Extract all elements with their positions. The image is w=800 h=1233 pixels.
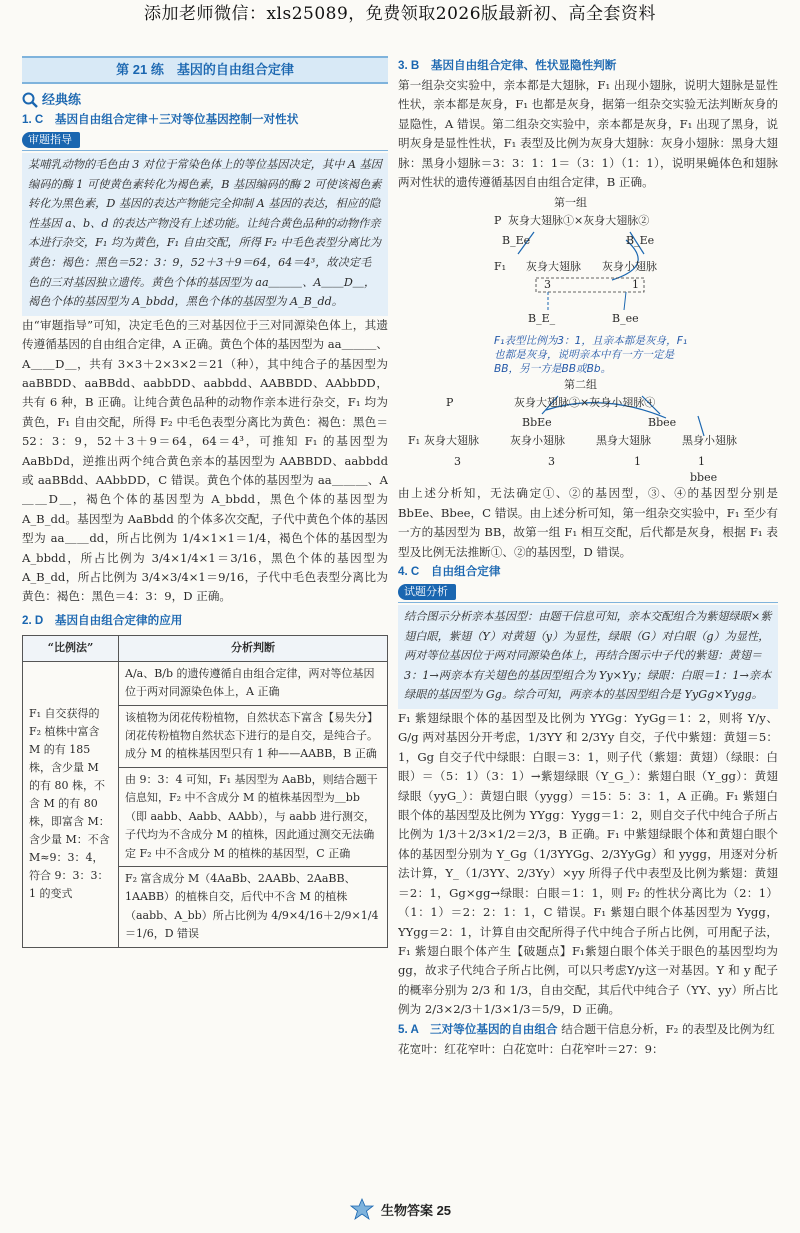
q2-title: 2. D 基因自由组合定律的应用 [22, 613, 183, 627]
diagram2-f1-a: 灰身大翅脉 [424, 434, 479, 448]
q1-body: 由“审题指导”可知，决定毛色的三对基因位于三对同源染色体上，其遗传遵循基因的自由组合定律，A 正确。黄色个体的基因型为 aa＿＿＿、A＿＿D＿，共有 3×3＋2×3×2＝21（种），其中纯合子的基因型为 aaBBDD、aaBBdd、aabbDD、aabbdd、AABBDD、AAbbDD，共有 6 种，B 正确。让纯合黄色品种的动物作亲本进行杂交，F₁ 均为黄色，F₁ 自由交配，所得 F₂ 中毛色表型分离比为黄色：褐色：黑色＝52：3：9，52＋3＋9＝64，64＝4³，可推知 F₁ 的基因型为 AaBbDd，逆推出两个纯合黄色亲本的基因型为 AABBDD、aabbdd 或 aaBBdd、AAbbDD，C 错误。黄色个体的基因型为 aa＿＿＿、A＿＿D＿，褐色个体的基因型为 A_bbdd，黑色个体的基因型为 A_B_dd。基因型为 AaBbdd 的个体多次交配，子代中黄色个体的基因型为 aa＿＿dd，所占比例为 1/4×1×1＝1/4，褐色个体的基因型为 A_bbdd，所占比例为 3/4×1/4×1＝3/16，黑色个体的基因型为 A_B_dd，所占比例为 3/4×3/4×1＝9/16，子代中毛色表型分离比为黄色：褐色：黑色＝4：3：9，D 正确。 [22, 317, 388, 604]
diagram2-p-label: P [446, 396, 454, 410]
q4-hint: 结合图示分析亲本基因型：由题干信息可知，亲本交配组合为紫翅绿眼×紫翅白眼，紫翅（Y）对黄翅（y）为显性，绿眼（G）对白眼（g）为显性，两对等位基因位于两对同源染色体上，再结合图示中子代的紫翅：黄翅＝3：1→两亲本有关翅色的基因型组合为 Yy×Yy；绿眼：白眼＝1：1→亲本绿眼的基因型为 Gg。综合可知，两亲本的基因型组合是 YyGg×Yygg。 [398, 605, 778, 709]
footer-label: 生物答案 25 [380, 1202, 452, 1218]
diagram1-f1-label: F₁ [494, 260, 507, 274]
q2-table-row-3: 由 9：3：4 可知，F₁ 基因型为 AaBb，则结合题干信息知，F₂ 中不含成分 M 的植株基因型为＿bb（即 aabb、Aabb、AAbb），与 aabb 进行测交，子代均为不含成分 M 的植株，因此通过测交无法确定 F₂ 中不含成分 M 的植株的基因型，C 正确 [119, 767, 388, 866]
q2-table-row-2: 该植物为闭花传粉植物，自然状态下富含【易失分】闭花传粉植物自然状态下进行的是自交，是纯合子。成分 M 的植株基因型只有 1 种——AABB，B 正确 [119, 705, 388, 767]
diagram2-f1-c: 黑身大翅脉 [596, 434, 651, 448]
diagram2-genotype-1: BbEe [522, 416, 552, 430]
diagram1-genotype-1: B_Ee [502, 234, 531, 248]
publisher-logo-icon [349, 1198, 375, 1220]
diagram1-genotype-3: B_E_ [528, 312, 556, 326]
page-footer [0, 1198, 800, 1220]
q1-tag-row [22, 130, 388, 151]
q2-table-row-1: A/a、B/b 的遗传遵循自由组合定律，两对等位基因位于两对同源染色体上，A 正确 [119, 661, 388, 705]
q4-body: F₁ 紫翅绿眼个体的基因型及比例为 YYGg：YyGg＝1：2，则将 Y/y、G/g 两对基因分开考虑，1/3YY 和 2/3Yy 自交，子代中紫翅：黄翅＝5：1，Gg 自交子代中绿眼：白眼＝3：1，则子代（紫翅：黄翅）（绿眼：白眼）＝（5：1）（3：1）→紫翅绿眼（Y_G_）：紫翅白眼（Y_gg）：黄翅绿眼（yyG_）：黄翅白眼（yygg）＝15：5：3：1，A 正确。F₁ 紫翅白眼个体的基因型及比例为 YYgg：Yygg＝1：2，则自交子代中纯合子所占比例为 1/3＋2/3×1/2＝2/3，B 正确。F₁ 中紫翅绿眼个体和黄翅白眼个体的基因型分别为 Y_Gg（1/3YYGg、2/3YyGg）和 yygg，用逐对分析法计算，Y_（1/3YY、2/3Yy）×yy 所得子代中表型及比例为紫翅：黄翅＝2：1，Gg×gg→绿眼：白眼＝1：1，则 F₂ 的性状分离比为（2：1）（1：1）＝2：2：1：1，C 错误。F₁ 紫翅白眼个体基因型为 Yygg，YYgg＝2：1，计算自由交配所得子代中纯合子所占比例，可用配子法，F₁ 紫翅白眼个体产生【破题点】F₁紫翅白眼个体关于眼色的基因型均为gg，故求子代纯合子所占比例，可以只考虑Y/y这一对基因。Y 和 y 配子的概率分别为 2/3 和 1/3，自由交配，其后代中纯合子（YY、yy）所占比例为 2/3×2/3＋1/3×1/3＝5/9，D 正确。 [398, 711, 778, 1017]
diagram2-f1-b: 灰身小翅脉 [510, 434, 565, 448]
q3-body: 由上述分析知，无法确定①、②的基因型，③、④的基因型分别是 BbEe、Bbee，C 错误。由上述分析可知，第一组杂交实验中，F₁ 至少有一方的基因型为 BB，故第一组 F₁ 相互交配，后代都是灰身，根据 F₁ 表型及比例无法推断①、②的基因型，D 错误。 [398, 486, 778, 559]
diagram2-ratio-2: 3 [548, 455, 555, 469]
diagram2-f1-d: 黑身小翅脉 [682, 434, 737, 448]
diagram1-f1-phenotype-a: 灰身大翅脉 [526, 260, 581, 274]
q3-cross-diagram [398, 196, 778, 450]
diagram2-title: 第二组 [564, 378, 597, 392]
diagram1-ratio-2: 1 [632, 278, 639, 292]
q2-table-left-cell: F₁ 自交获得的 F₂ 植株中富含 M 的有 185 株，含少量 M 的有 80 株，不含 M 的有 80 株，即富含 M：含少量 M：不含M≈9：3：4，符合 9：3：3：1 的变式 [23, 661, 119, 947]
diagram1-ratio-1: 3 [544, 278, 551, 292]
section-classic-label: 经典练 [42, 92, 82, 107]
q3-title: 3. B 基因自由组合定律、性状显隐性判断 [398, 59, 617, 72]
diagram2-genotype-2: Bbee [648, 416, 677, 430]
diagram2-ratio-3: 1 [634, 455, 641, 469]
diagram1-title: 第一组 [554, 196, 587, 210]
diagram1-genotype-4: B_ee [612, 312, 639, 326]
header-watermark: 添加老师微信：xls25089，免费领取2026版最新初、高全套资料 [143, 4, 657, 24]
right-column [398, 56, 778, 1173]
q2-table-col2: 分析判断 [119, 635, 388, 661]
q1-title: 1. C 基因自由组合定律＋三对等位基因控制一对性状 [22, 113, 299, 126]
left-column [22, 56, 388, 1173]
q5-body: 结合题干信息分析，F₂ 的表型及比例为红花宽叶：红花窄叶：白花宽叶：白花窄叶＝27：9： [398, 1021, 775, 1056]
diagram1-cross: 灰身大翅脉①×灰身大翅脉② [508, 214, 650, 228]
q1-hint: 某哺乳动物的毛色由 3 对位于常染色体上的等位基因决定，其中 A 基因编码的酶 1 可使黄色素转化为褐色素，B 基因编码的酶 2 可使该褐色素转化为黑色素，D 基因的表达产物能完全抑制 A 基因的表达，相应的隐性基因 a、b、d 的表达产物没有上述功能。让纯合黄色品种的动物作亲本进行杂交，F₁ 均为黄色，F₁ 自由交配，所得 F₂ 中毛色表型分离比为黄色：褐色：黑色＝52：3：9，52＋3＋9＝64，64＝4³，故决定毛色的三对基因独立遗传。黄色个体的基因型为 aa＿＿＿、A＿＿D＿，褐色个体的基因型为 A_bbdd，黑色个体的基因型为 A_B_dd。 [22, 153, 388, 316]
diagram1-genotype-2: B_Ee [626, 234, 655, 248]
q3-intro: 第一组杂交实验中，亲本都是大翅脉，F₁ 出现小翅脉，说明大翅脉是显性性状，亲本都是灰身，F₁ 也都是灰身，据第一组杂交实验无法判断灰身的显隐性，A 错误。第二组杂交实验中，亲本都是灰身，F₁ 出现了黑身，说明灰身是显性性状，F₁ 表型及比例为灰身大翅脉：灰身小翅脉：黑身大翅脉：黑身小翅脉＝3：3：1：1＝（3：1）（1：1），说明果蝇体色和翅脉两对性状的遗传遵循基因自由组合定律，B 正确。 [398, 78, 778, 190]
q2-table [22, 635, 388, 948]
diagram2-cross: 灰身大翅脉③×灰身小翅脉④ [514, 396, 656, 410]
q4-tag: 试题分析 [398, 584, 456, 600]
q5-title: 5. A 三对等位基因的自由组合 [398, 1022, 558, 1036]
diagram1-f1-phenotype-b: 灰身小翅脉 [602, 260, 657, 274]
q2-table-row-4: F₂ 富含成分 M（4AaBb、2AABb、2AaBB、1AABB）的植株自交，后代中不含 M 的植株（aabb、A_bb）所占比例为 4/9×4/16＋2/9×1/4＝1/6，D 错误 [119, 866, 388, 947]
q4-tag-row [398, 582, 778, 603]
q1-tag: 审题指导 [22, 132, 80, 148]
diagram2-f1-label: F₁ [408, 434, 421, 448]
diagram2-ratios [398, 452, 778, 484]
diagram2-genotype-3: bbee [690, 471, 718, 485]
q4-title: 4. C 自由组合定律 [398, 565, 501, 579]
chapter-banner: 第 21 练 基因的自由组合定律 [22, 56, 388, 84]
section-classic [22, 90, 388, 110]
diagram1-handwritten-note: F₁表型比例为3：1，且亲本都是灰身，F₁也都是灰身，说明亲本中有一方一定是BB，另一方是BB或Bb。 [494, 335, 688, 376]
q2-table-header [23, 635, 388, 661]
table-row [23, 661, 388, 705]
q3-diagram-lines [398, 196, 778, 450]
diagram1-p-label: P [494, 214, 502, 228]
magnifier-icon [22, 92, 38, 108]
diagram2-ratio-1: 3 [454, 455, 461, 469]
q2-table-col1: “比例法” [23, 635, 119, 661]
diagram2-ratio-4: 1 [698, 455, 705, 469]
